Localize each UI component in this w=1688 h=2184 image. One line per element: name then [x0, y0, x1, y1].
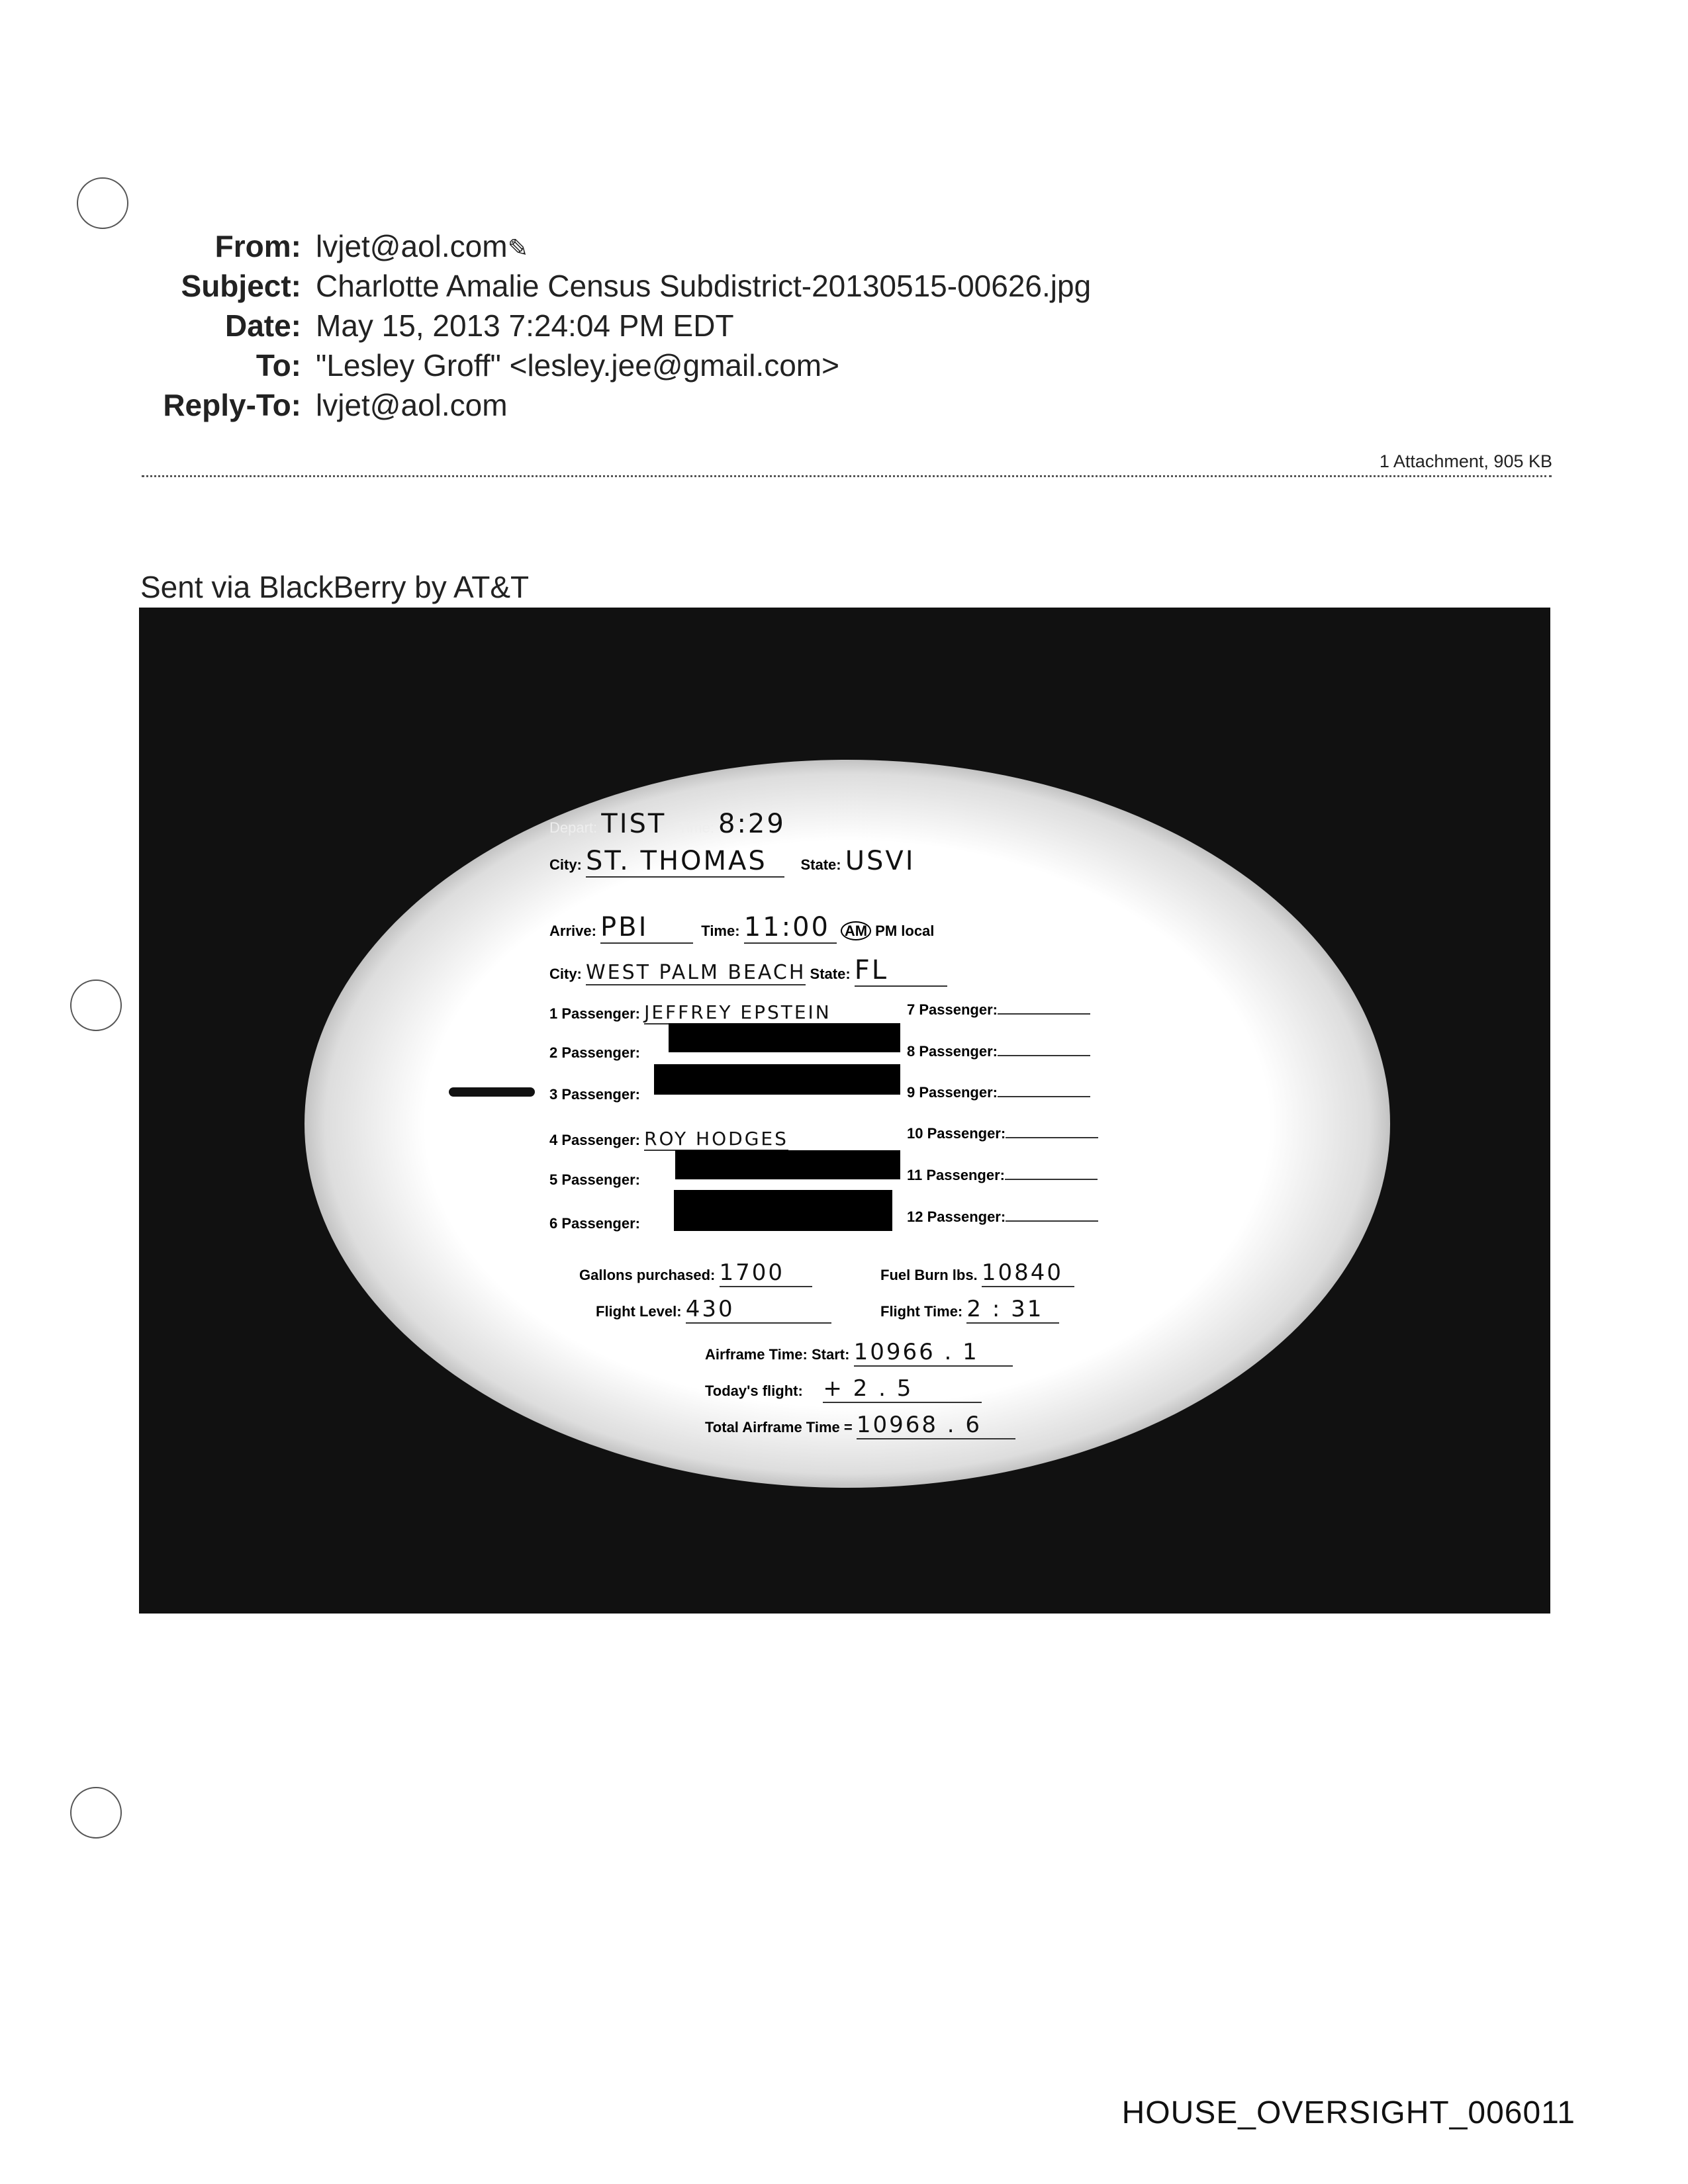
- date-row: [0, 308, 1589, 347]
- passenger-3-row: [549, 1086, 640, 1103]
- redaction-bar-3: [654, 1064, 900, 1095]
- from-row: [0, 228, 1589, 268]
- passenger-4-row: [549, 1128, 788, 1151]
- passenger-10-line: [1006, 1137, 1098, 1138]
- passenger-4-value: ROY HODGES: [644, 1128, 788, 1150]
- passenger-6-row: [549, 1215, 640, 1232]
- punch-hole-top: [77, 177, 128, 229]
- arrive-city-value: WEST PALM BEACH: [586, 961, 806, 984]
- email-body: Sent via BlackBerry by AT&T: [140, 570, 530, 604]
- passenger-9-label: 9 Passenger:: [907, 1084, 998, 1101]
- arrive-value: PBI: [600, 912, 693, 944]
- from-value: [301, 228, 528, 264]
- passenger-8-label: 8 Passenger:: [907, 1043, 998, 1060]
- fuel-burn-value: 10840: [982, 1259, 1074, 1287]
- passenger-12-line: [1006, 1220, 1098, 1222]
- bates-number: HOUSE_OVERSIGHT_006011: [1121, 2095, 1575, 2130]
- flight-log-form: [139, 608, 1550, 1614]
- arrive-state-value: FL: [855, 955, 947, 987]
- todays-flight-label: Today's flight:: [705, 1383, 803, 1399]
- passenger-9-row: [907, 1084, 1090, 1101]
- gallons-value: 1700: [720, 1259, 812, 1287]
- binder-clip-icon: [449, 1087, 535, 1097]
- flight-time-row: [880, 1296, 1059, 1324]
- passenger-6-label: 6 Passenger:: [549, 1215, 640, 1232]
- depart-time-label: Time:: [678, 819, 714, 836]
- depart-label: Depart:: [549, 819, 598, 836]
- passenger-7-line: [998, 1013, 1090, 1015]
- passenger-1-row: [549, 1001, 831, 1024]
- gallons-row: [579, 1259, 812, 1287]
- passenger-1-value: JEFFREY EPSTEIN: [644, 1001, 831, 1023]
- airframe-start-value: 10966 . 1: [854, 1339, 1013, 1367]
- passenger-10-row: [907, 1125, 1098, 1142]
- reply-to-label: Reply-To:: [163, 388, 301, 422]
- passenger-11-row: [907, 1167, 1098, 1184]
- arrive-time-value: 11:00: [744, 912, 837, 944]
- pm-local-label: PM local: [875, 923, 935, 939]
- subject-row: [0, 268, 1589, 308]
- passenger-8-line: [998, 1055, 1090, 1056]
- passenger-7-label: 7 Passenger:: [907, 1001, 998, 1018]
- passenger-7-row: [907, 1001, 1090, 1019]
- subject-label: Subject:: [181, 269, 301, 303]
- total-airframe-row: [705, 1412, 1015, 1439]
- to-label: To:: [256, 348, 301, 383]
- depart-state-label: State:: [800, 856, 841, 873]
- depart-state-value: USVI: [845, 846, 915, 876]
- passenger-5-row: [549, 1171, 640, 1189]
- date-label: Date:: [224, 308, 301, 343]
- passenger-4-label: 4 Passenger:: [549, 1132, 640, 1148]
- todays-flight-value: + 2 . 5: [823, 1375, 982, 1403]
- arrive-row: [549, 912, 934, 944]
- todays-flight-row: [705, 1375, 982, 1403]
- arrive-state-label: State:: [810, 966, 851, 982]
- attachment-info: 1 Attachment, 905 KB: [1379, 451, 1552, 471]
- passenger-2-label: 2 Passenger:: [549, 1044, 640, 1061]
- airframe-start-row: [705, 1339, 1013, 1367]
- total-airframe-value: 10968 . 6: [857, 1412, 1015, 1439]
- passenger-10-label: 10 Passenger:: [907, 1125, 1006, 1142]
- passenger-3-label: 3 Passenger:: [549, 1086, 640, 1103]
- email-header: [0, 228, 1589, 427]
- from-address: lvjet@aol.com: [316, 229, 508, 263]
- fuel-burn-row: [880, 1259, 1074, 1287]
- passenger-5-label: 5 Passenger:: [549, 1171, 640, 1188]
- header-divider: [142, 475, 1552, 477]
- date-value: May 15, 2013 7:24:04 PM EDT: [316, 308, 734, 343]
- subject-value: Charlotte Amalie Census Subdistrict-20130515-00626.jpg: [316, 269, 1092, 303]
- attached-photo: [139, 608, 1550, 1614]
- flight-time-value: 2 : 31: [966, 1296, 1059, 1324]
- passenger-2-row: [549, 1044, 640, 1062]
- depart-city-label: City:: [549, 856, 582, 873]
- passenger-11-line: [1005, 1179, 1098, 1180]
- arrive-label: Arrive:: [549, 923, 596, 939]
- flight-level-row: [596, 1296, 831, 1324]
- am-circled: AM: [841, 921, 871, 940]
- arrive-city-label: City:: [549, 966, 582, 982]
- flight-level-label: Flight Level:: [596, 1303, 682, 1320]
- redaction-bar-2: [669, 1023, 900, 1052]
- depart-row: [549, 809, 786, 839]
- airframe-start-label: Airframe Time: Start:: [705, 1346, 850, 1363]
- redaction-bar-5: [675, 1150, 900, 1179]
- depart-city-row: [549, 846, 915, 878]
- depart-city-value: ST. THOMAS: [586, 846, 784, 878]
- fuel-burn-label: Fuel Burn lbs.: [880, 1267, 978, 1283]
- passenger-1-label: 1 Passenger:: [549, 1005, 640, 1022]
- passenger-8-row: [907, 1043, 1090, 1060]
- reply-to-row: [0, 387, 1589, 427]
- redaction-bar-6: [674, 1190, 892, 1231]
- punch-hole-bottom: [70, 1787, 122, 1839]
- passenger-12-label: 12 Passenger:: [907, 1208, 1006, 1225]
- arrive-city-row: [549, 955, 947, 987]
- paperclip-icon: ✎: [507, 235, 529, 263]
- passenger-12-row: [907, 1208, 1098, 1226]
- gallons-label: Gallons purchased:: [579, 1267, 716, 1283]
- flight-level-value: 430: [686, 1296, 831, 1324]
- passenger-9-line: [998, 1096, 1090, 1097]
- from-label: From:: [214, 229, 301, 263]
- total-airframe-label: Total Airframe Time =: [705, 1419, 853, 1435]
- arrive-time-label: Time:: [701, 923, 740, 939]
- punch-hole-middle: [70, 979, 122, 1031]
- flight-time-label: Flight Time:: [880, 1303, 963, 1320]
- to-value: "Lesley Groff" <lesley.jee@gmail.com>: [316, 348, 839, 383]
- to-row: [0, 347, 1589, 387]
- passenger-11-label: 11 Passenger:: [907, 1167, 1005, 1183]
- depart-value: TIST: [601, 809, 667, 839]
- reply-to-value: lvjet@aol.com: [316, 388, 508, 422]
- depart-time-value: 8:29: [718, 809, 786, 839]
